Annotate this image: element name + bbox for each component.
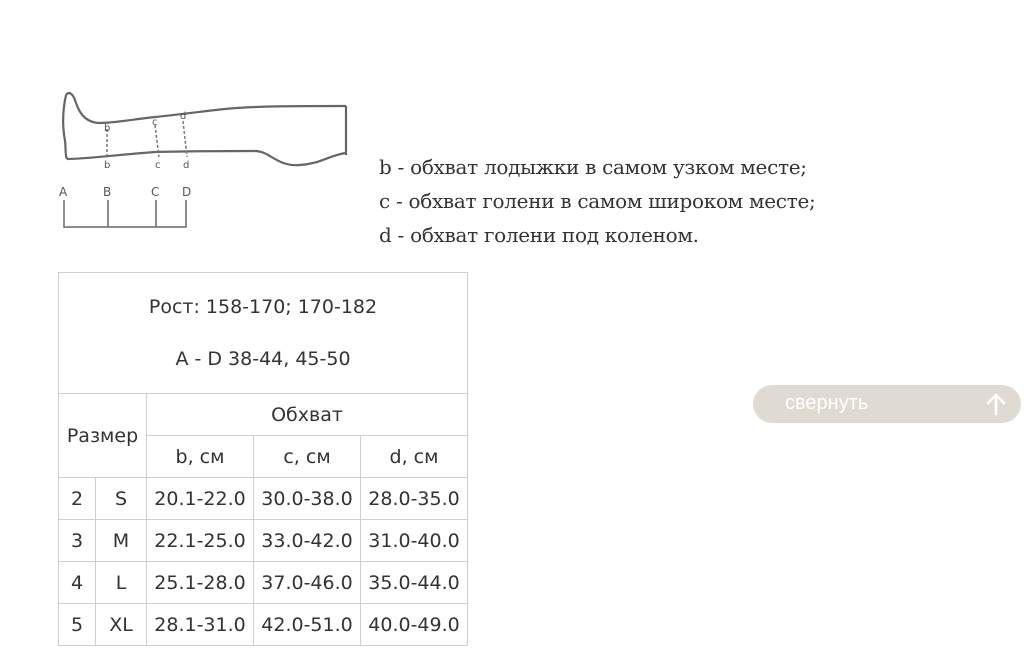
row-c: 30.0-38.0 — [254, 478, 361, 520]
table-row — [59, 562, 468, 604]
table-header-top — [59, 273, 468, 394]
subheader-d: d, см — [361, 436, 468, 478]
row-num: 4 — [59, 562, 96, 604]
leg-outline-svg — [55, 85, 355, 235]
label-top-d: d — [180, 111, 187, 122]
height-line: Рост: 158-170; 170-182 — [148, 296, 378, 318]
label-top-b: b — [104, 123, 111, 134]
table-row — [59, 520, 468, 562]
axis-bracket — [64, 200, 186, 227]
table-row — [59, 604, 468, 646]
leg-measurement-diagram — [55, 85, 355, 235]
size-table — [58, 272, 468, 646]
axis-label-b: B — [103, 185, 112, 199]
label-bottom-d: d — [183, 160, 190, 171]
leg-front-edge — [63, 95, 67, 159]
range-line: A - D 38-44, 45-50 — [175, 348, 351, 370]
height-range-cell — [59, 273, 468, 394]
table-row — [59, 478, 468, 520]
row-size: L — [96, 562, 147, 604]
table-header-row — [59, 394, 468, 436]
axis-label-c: C — [151, 185, 160, 199]
legend-line-d: d - обхват голени под коленом. — [379, 223, 699, 247]
row-b: 20.1-22.0 — [147, 478, 254, 520]
row-d: 28.0-35.0 — [361, 478, 468, 520]
row-b: 25.1-28.0 — [147, 562, 254, 604]
leg-top-edge — [66, 93, 346, 123]
row-b: 28.1-31.0 — [147, 604, 254, 646]
label-bottom-c: c — [155, 160, 161, 171]
collapse-button[interactable] — [753, 385, 1021, 423]
girth-header: Обхват — [147, 394, 468, 436]
axis-label-d: D — [182, 185, 192, 199]
row-d: 35.0-44.0 — [361, 562, 468, 604]
label-top-c: c — [152, 117, 158, 128]
collapse-button-label: свернуть — [785, 392, 869, 414]
row-num: 5 — [59, 604, 96, 646]
row-c: 42.0-51.0 — [254, 604, 361, 646]
size-header: Размер — [59, 394, 147, 478]
legend-line-c: c - обхват голени в самом широком месте; — [379, 189, 816, 213]
row-num: 3 — [59, 520, 96, 562]
subheader-b: b, см — [147, 436, 254, 478]
row-c: 37.0-46.0 — [254, 562, 361, 604]
row-c: 33.0-42.0 — [254, 520, 361, 562]
axis-label-a: A — [59, 185, 68, 199]
row-size: S — [96, 478, 147, 520]
legend-line-b: b - обхват лодыжки в самом узком месте; — [379, 155, 807, 179]
row-num: 2 — [59, 478, 96, 520]
subheader-c: c, см — [254, 436, 361, 478]
measurement-legend — [379, 150, 815, 252]
row-d: 40.0-49.0 — [361, 604, 468, 646]
row-size: M — [96, 520, 147, 562]
row-d: 31.0-40.0 — [361, 520, 468, 562]
arrow-up-icon — [985, 392, 1007, 420]
row-b: 22.1-25.0 — [147, 520, 254, 562]
label-bottom-b: b — [104, 160, 111, 171]
row-size: XL — [96, 604, 147, 646]
